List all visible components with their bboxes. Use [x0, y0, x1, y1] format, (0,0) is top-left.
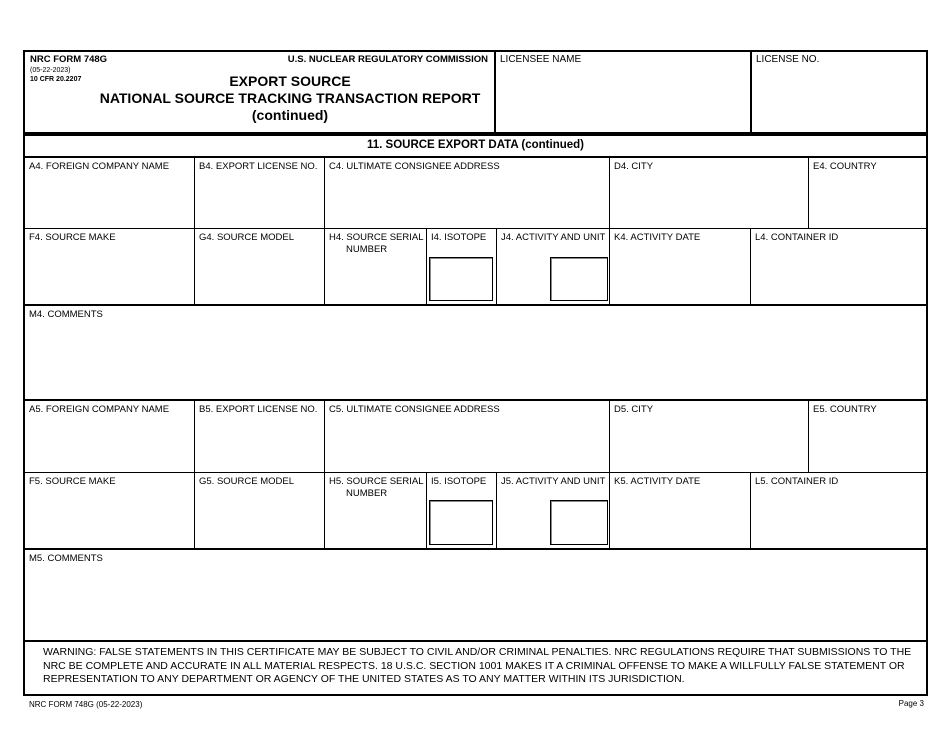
field-label: G4. SOURCE MODEL: [199, 232, 295, 243]
group-4: [25, 158, 926, 400]
activity-date-field[interactable]: [609, 473, 750, 548]
city-field[interactable]: [609, 158, 808, 228]
cfr-reference: 10 CFR 20.2207: [30, 76, 82, 83]
country-field[interactable]: [808, 158, 926, 228]
field-label-cont: NUMBER: [346, 244, 388, 255]
field-label: J4. ACTIVITY AND UNIT: [501, 232, 606, 243]
field-label-cont: NUMBER: [346, 488, 388, 499]
comments-field[interactable]: [25, 306, 926, 399]
field-label: M4. COMMENTS: [29, 309, 103, 320]
field-label: F4. SOURCE MAKE: [29, 232, 116, 243]
field-label: K4. ACTIVITY DATE: [614, 232, 701, 243]
field-label: H5. SOURCE SERIAL: [329, 476, 424, 487]
city-field[interactable]: [609, 401, 808, 472]
licensee-name-field[interactable]: [496, 52, 750, 132]
field-label: D5. CITY: [614, 404, 654, 415]
field-label: H4. SOURCE SERIAL: [329, 232, 424, 243]
source-model-field[interactable]: [194, 229, 324, 304]
container-id-field[interactable]: [750, 229, 926, 304]
field-label: K5. ACTIVITY DATE: [614, 476, 701, 487]
field-label: L4. CONTAINER ID: [755, 232, 839, 243]
serial-number-field[interactable]: [324, 473, 426, 548]
field-label: J5. ACTIVITY AND UNIT: [501, 476, 606, 487]
form-title-2: NATIONAL SOURCE TRACKING TRANSACTION REPORT: [99, 90, 481, 106]
serial-number-field[interactable]: [324, 229, 426, 304]
form-date: (05-22-2023): [30, 67, 71, 74]
field-label: I4. ISOTOPE: [431, 232, 487, 243]
field-label: B4. EXPORT LICENSE NO.: [199, 161, 318, 172]
foreign-company-name-field[interactable]: [25, 158, 194, 228]
country-field[interactable]: [808, 401, 926, 472]
isotope-input[interactable]: [429, 500, 493, 545]
licensee-name-label: LICENSEE NAME: [500, 54, 582, 65]
field-label: C4. ULTIMATE CONSIGNEE ADDRESS: [329, 161, 500, 172]
isotope-input[interactable]: [429, 257, 493, 301]
field-label: A5. FOREIGN COMPANY NAME: [29, 404, 170, 415]
field-label: B5. EXPORT LICENSE NO.: [199, 404, 318, 415]
foreign-company-name-field[interactable]: [25, 401, 194, 472]
container-id-field[interactable]: [750, 473, 926, 548]
field-label: L5. CONTAINER ID: [755, 476, 839, 487]
field-label: E4. COUNTRY: [813, 161, 877, 172]
field-label: M5. COMMENTS: [29, 553, 103, 564]
field-label: G5. SOURCE MODEL: [199, 476, 295, 487]
consignee-address-field[interactable]: [324, 401, 609, 472]
export-license-no-field[interactable]: [194, 158, 324, 228]
consignee-address-field[interactable]: [324, 158, 609, 228]
field-label: F5. SOURCE MAKE: [29, 476, 116, 487]
form-title-3: (continued): [251, 107, 329, 123]
source-model-field[interactable]: [194, 473, 324, 548]
warning-divider: [25, 640, 926, 642]
source-make-field[interactable]: [25, 473, 194, 548]
activity-unit-input[interactable]: [550, 500, 608, 545]
field-label: I5. ISOTOPE: [431, 476, 487, 487]
agency-name: U.S. NUCLEAR REGULATORY COMMISSION: [287, 54, 488, 65]
section-title: 11. SOURCE EXPORT DATA (continued): [366, 139, 585, 151]
field-label: A4. FOREIGN COMPANY NAME: [29, 161, 170, 172]
source-make-field[interactable]: [25, 229, 194, 304]
comments-field[interactable]: [25, 550, 926, 641]
activity-unit-input[interactable]: [550, 257, 608, 301]
footer-form-ref: NRC FORM 748G (05-22-2023): [29, 700, 143, 709]
export-license-no-field[interactable]: [194, 401, 324, 472]
license-no-label: LICENSE NO.: [756, 54, 820, 65]
license-no-field[interactable]: [752, 52, 926, 132]
group-5: [25, 401, 926, 641]
field-label: C5. ULTIMATE CONSIGNEE ADDRESS: [329, 404, 500, 415]
field-label: D4. CITY: [614, 161, 654, 172]
form-title-1: EXPORT SOURCE: [229, 73, 351, 89]
footer-page-number: Page 3: [898, 699, 924, 708]
warning-text: WARNING: FALSE STATEMENTS IN THIS CERTIFICATE MAY BE SUBJECT TO CIVIL AND/OR CRIMINAL PENALTIES. NRC REGULATIONS REQUIRE THAT SUBMISSIONS TO THE NRC BE COMPLETE AND ACCURATE IN ALL MATERIAL RESPECTS. 18 U.S.C. SECTION 1001 MAKES IT A CRIMINAL OFFENSE TO MAKE A WILLFULLY FALSE STATEMENT OR REPRESENTATION TO ANY DEPARTMENT OR AGENCY OF THE UNITED STATES AS TO ANY MATTER WITHIN ITS JURISDICTION.: [43, 646, 912, 685]
form-number: NRC FORM 748G: [30, 54, 108, 65]
activity-date-field[interactable]: [609, 229, 750, 304]
field-label: E5. COUNTRY: [813, 404, 877, 415]
